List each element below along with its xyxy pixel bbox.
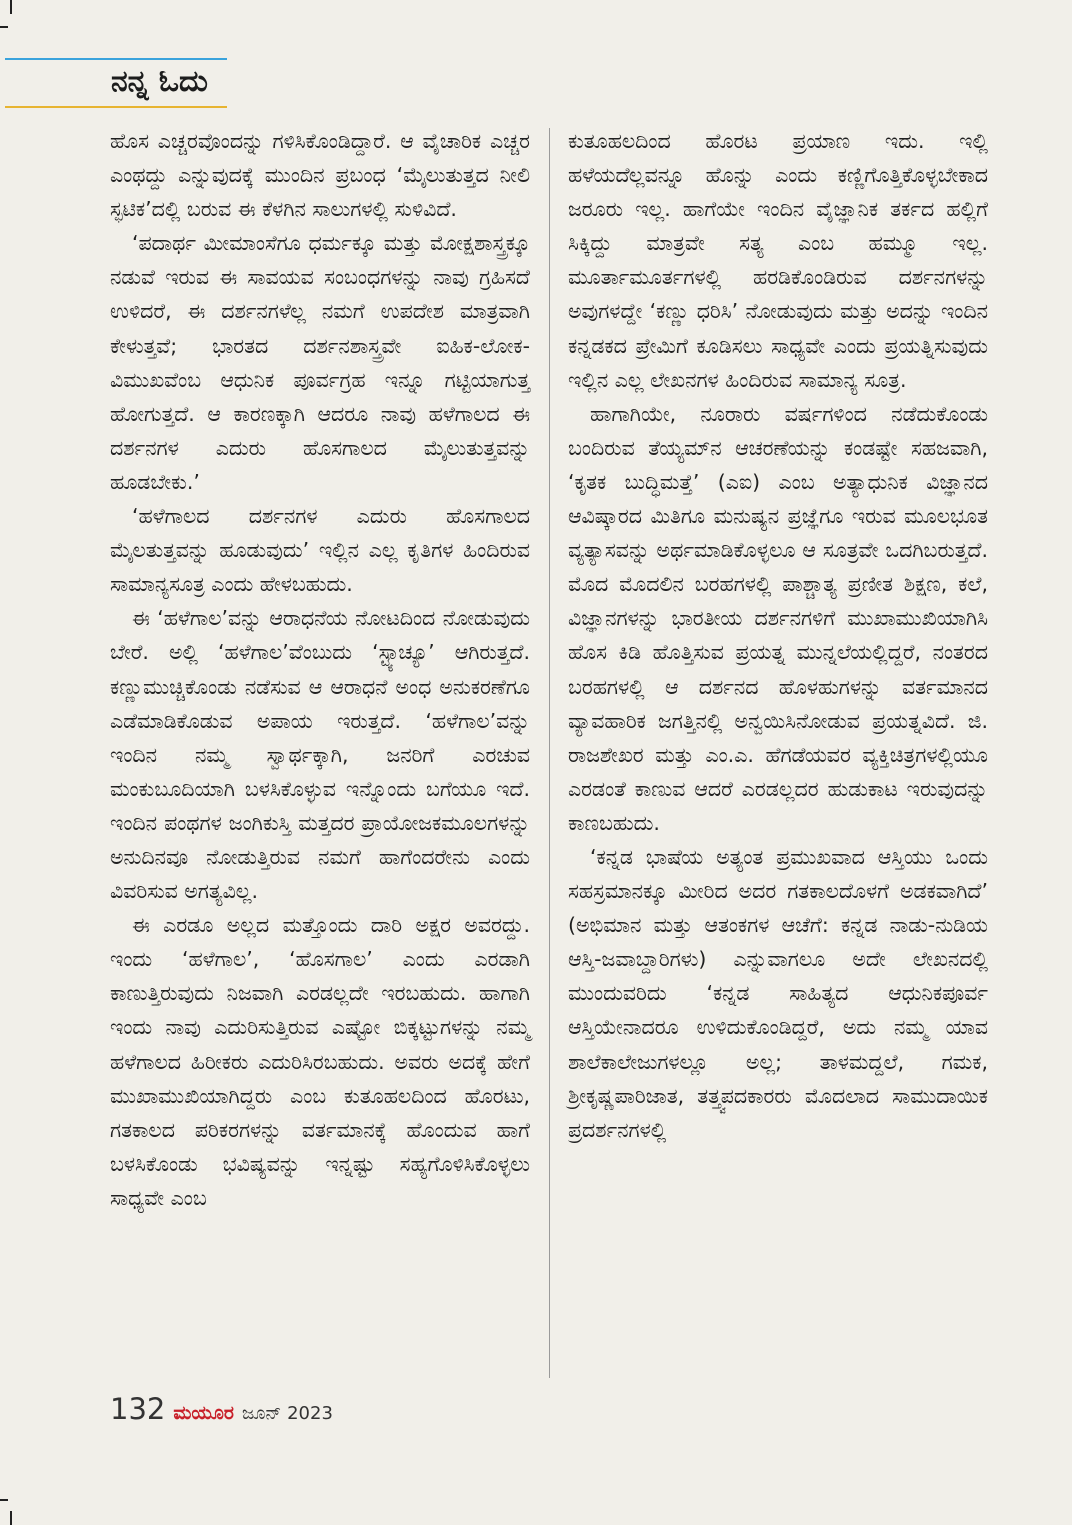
crop-mark-top-left xyxy=(0,26,8,28)
crop-mark-top xyxy=(10,0,12,14)
header-rule-yellow xyxy=(5,106,227,108)
paragraph: ಹಾಗಾಗಿಯೇ, ನೂರಾರು ವರ್ಷಗಳಿಂದ ನಡೆದುಕೊಂಡು ಬಂದಿರುವ ತೆಯ್ಯಮ್‌ನ ಆಚರಣೆಯನ್ನು ಕಂಡಷ್ಟೇ ಸಹಜವಾಗಿ, ‘ಕೃತಕ ಬುದ್ಧಿಮತ್ತೆ’ (ಎಐ) ಎಂಬ ಅತ್ಯಾಧುನಿಕ ವಿಜ್ಞಾನದ ಆವಿಷ್ಕಾರದ ಮಿತಿಗೂ ಮನುಷ್ಯನ ಪ್ರಜ್ಞೆಗೂ ಇರುವ ಮೂಲಭೂತ ವ್ಯತ್ಯಾಸವನ್ನು ಅರ್ಥಮಾಡಿಕೊಳ್ಳಲೂ ಆ ಸೂತ್ರವೇ ಒದಗಿಬರುತ್ತದೆ. ಮೊದ ಮೊದಲಿನ ಬರಹಗಳಲ್ಲಿ ಪಾಶ್ಚಾತ್ಯ ಪ್ರಣೀತ ಶಿಕ್ಷಣ, ಕಲೆ, ವಿಜ್ಞಾನಗಳನ್ನು ಭಾರತೀಯ ದರ್ಶನಗಳಿಗೆ ಮುಖಾಮುಖಿಯಾಗಿಸಿ ಹೊಸ ಕಿಡಿ ಹೊತ್ತಿಸುವ ಪ್ರಯತ್ನ ಮುನ್ನಲೆಯಲ್ಲಿದ್ದರೆ, ನಂತರದ ಬರಹಗಳಲ್ಲಿ ಆ ದರ್ಶನದ ಹೊಳಹುಗಳನ್ನು ವರ್ತಮಾನದ ವ್ಯಾವಹಾರಿಕ ಜಗತ್ತಿನಲ್ಲಿ ಅನ್ವಯಿಸಿನೋಡುವ ಪ್ರಯತ್ನವಿದೆ. ಜಿ. ರಾಜಶೇಖರ ಮತ್ತು ಎಂ.ಎ. ಹೆಗಡೆಯವರ ವ್ಯಕ್ತಿಚಿತ್ರಗಳಲ್ಲಿಯೂ ಎರಡಂತೆ ಕಾಣುವ ಆದರೆ ಎರಡಲ್ಲದರ ಹುಡುಕಾಟ ಇರುವುದನ್ನು ಕಾಣಬಹುದು. xyxy=(568,401,988,835)
paragraph: ಕುತೂಹಲದಿಂದ ಹೊರಟ ಪ್ರಯಾಣ ಇದು. ಇಲ್ಲಿ ಹಳೆಯದೆಲ್ಲವನ್ನೂ ಹೊನ್ನು ಎಂದು ಕಣ್ಣಿಗೊತ್ತಿಕೊಳ್ಳಬೇಕಾದ ಜರೂರು ಇಲ್ಲ. ಹಾಗೆಯೇ ಇಂದಿನ ವೈಜ್ಞಾನಿಕ ತರ್ಕದ ಹಲ್ಲಿಗೆ ಸಿಕ್ಕಿದ್ದು ಮಾತ್ರವೇ ಸತ್ಯ ಎಂಬ ಹಮ್ಮೂ ಇಲ್ಲ. ಮೂರ್ತಾಮೂರ್ತಗಳಲ್ಲಿ ಹರಡಿಕೊಂಡಿರುವ ದರ್ಶನಗಳನ್ನು ಅವುಗಳದ್ದೇ ‘ಕಣ್ಣು ಧರಿಸಿ’ ನೋಡುವುದು ಮತ್ತು ಅದನ್ನು ಇಂದಿನ ಕನ್ನಡಕದ ಪ್ರೇಮಿಗೆ ಕೂಡಿಸಲು ಸಾಧ್ಯವೇ ಎಂದು ಪ್ರಯತ್ನಿಸುವುದು ಇಲ್ಲಿನ ಎಲ್ಲ ಲೇಖನಗಳ ಹಿಂದಿರುವ ಸಾಮಾನ್ಯ ಸೂತ್ರ. xyxy=(568,129,988,392)
header-rule-blue xyxy=(5,58,227,60)
section-header xyxy=(5,58,227,108)
quote-paragraph: ‘ಪದಾರ್ಥ ಮೀಮಾಂಸೆಗೂ ಧರ್ಮಕ್ಕೂ ಮತ್ತು ಮೋಕ್ಷಶಾಸ್ತ್ರಕ್ಕೂ ನಡುವೆ ಇರುವ ಈ ಸಾವಯವ ಸಂಬಂಧಗಳನ್ನು ನಾವು ಗ್ರಹಿಸದೆ ಉಳಿದರೆ, ಈ ದರ್ಶನಗಳೆಲ್ಲ ನಮಗೆ ಉಪದೇಶ ಮಾತ್ರವಾಗಿ ಕೇಳುತ್ತವೆ; ಭಾರತದ ದರ್ಶನಶಾಸ್ತ್ರವೇ ಐಹಿಕ-ಲೋಕ-ವಿಮುಖವೆಂಬ ಆಧುನಿಕ ಪೂರ್ವಗ್ರಹ ಇನ್ನೂ ಗಟ್ಟಿಯಾಗುತ್ತ ಹೋಗುತ್ತದೆ. ಆ ಕಾರಣಕ್ಕಾಗಿ ಆದರೂ ನಾವು ಹಳೆಗಾಲದ ಈ ದರ್ಶನಗಳ ಎದುರು ಹೊಸಗಾಲದ ಮೈಲುತುತ್ತವನ್ನು ಹೂಡಬೇಕು.’ xyxy=(110,231,530,494)
paragraph: ‘ಹಳೆಗಾಲದ ದರ್ಶನಗಳ ಎದುರು ಹೊಸಗಾಲದ ಮೈಲತುತ್ತವನ್ನು ಹೂಡುವುದು’ ಇಲ್ಲಿನ ಎಲ್ಲ ಕೃತಿಗಳ ಹಿಂದಿರುವ ಸಾಮಾನ್ಯಸೂತ್ರ ಎಂದು ಹೇಳಬಹುದು. xyxy=(110,504,530,597)
paragraph: ಈ ‘ಹಳೆಗಾಲ’ವನ್ನು ಆರಾಧನೆಯ ನೋಟದಿಂದ ನೋಡುವುದು ಬೇರೆ. ಅಲ್ಲಿ ‘ಹಳೆಗಾಲ’ವೆಂಬುದು ‘ಸ್ಟ್ಯಾಚ್ಯೂ’ ಆಗಿರುತ್ತದೆ. ಕಣ್ಣುಮುಚ್ಚಿಕೊಂಡು ನಡೆಸುವ ಆ ಆರಾಧನೆ ಅಂಧ ಅನುಕರಣೆಗೂ ಎಡೆಮಾಡಿಕೊಡುವ ಅಪಾಯ ಇರುತ್ತದೆ. ‘ಹಳೆಗಾಲ’ವನ್ನು ಇಂದಿನ ನಮ್ಮ ಸ್ವಾರ್ಥಕ್ಕಾಗಿ, ಜನರಿಗೆ ಎರಚುವ ಮಂಕುಬೂದಿಯಾಗಿ ಬಳಸಿಕೊಳ್ಳುವ ಇನ್ನೊಂದು ಬಗೆಯೂ ಇದೆ. ಇಂದಿನ ಪಂಥಗಳ ಜಂಗಿಕುಸ್ತಿ ಮತ್ತದರ ಪ್ರಾಯೋಜಕಮೂಲಗಳನ್ನು ಅನುದಿನವೂ ನೋಡುತ್ತಿರುವ ನಮಗೆ ಹಾಗೆಂದರೇನು ಎಂದು ವಿವರಿಸುವ ಅಗತ್ಯವಿಲ್ಲ. xyxy=(110,606,530,904)
page-number: 132 xyxy=(110,1392,166,1426)
column-divider xyxy=(549,128,550,1378)
crop-mark-bottom-left xyxy=(0,1499,8,1501)
right-column xyxy=(568,124,988,1147)
crop-mark-bottom xyxy=(10,1511,12,1525)
paragraph: ಹೊಸ ಎಚ್ಚರವೊಂದನ್ನು ಗಳಿಸಿಕೊಂಡಿದ್ದಾರೆ. ಆ ವೈಚಾರಿಕ ಎಚ್ಚರ ಎಂಥದ್ದು ಎನ್ನುವುದಕ್ಕೆ ಮುಂದಿನ ಪ್ರಬಂಧ ‘ಮೈಲುತುತ್ತದ ನೀಲಿ ಸ್ಫಟಿಕ’ದಲ್ಲಿ ಬರುವ ಈ ಕೆಳಗಿನ ಸಾಲುಗಳಲ್ಲಿ ಸುಳಿವಿದೆ. xyxy=(110,129,530,222)
section-title: ನನ್ನ ಓದು xyxy=(111,64,208,99)
issue-date: ಜೂನ್ 2023 xyxy=(241,1403,333,1424)
paragraph: ‘ಕನ್ನಡ ಭಾಷೆಯ ಅತ್ಯಂತ ಪ್ರಮುಖವಾದ ಆಸ್ತಿಯು ಒಂದು ಸಹಸ್ರಮಾನಕ್ಕೂ ಮೀರಿದ ಅದರ ಗತಕಾಲದೊಳಗೆ ಅಡಕವಾಗಿದೆ’ (ಅಭಿಮಾನ ಮತ್ತು ಆತಂಕಗಳ ಆಚೆಗೆ: ಕನ್ನಡ ನಾಡು-ನುಡಿಯ ಆಸ್ತಿ-ಜವಾಬ್ದಾರಿಗಳು) ಎನ್ನುವಾಗಲೂ ಅದೇ ಲೇಖನದಲ್ಲಿ ಮುಂದುವರಿದು ‘ಕನ್ನಡ ಸಾಹಿತ್ಯದ ಆಧುನಿಕಪೂರ್ವ ಆಸ್ತಿಯೇನಾದರೂ ಉಳಿದುಕೊಂಡಿದ್ದರೆ, ಅದು ನಮ್ಮ ಯಾವ ಶಾಲೆಕಾಲೇಜುಗಳಲ್ಲೂ ಅಲ್ಲ; ತಾಳಮದ್ದಲೆ, ಗಮಕ, ಶ್ರೀಕೃಷ್ಣಪಾರಿಜಾತ, ತತ್ತ್ವಪದಕಾರರು ಮೊದಲಾದ ಸಾಮುದಾಯಿಕ ಪ್ರದರ್ಶನಗಳಲ್ಲಿ xyxy=(568,844,988,1142)
page-footer xyxy=(110,1392,333,1432)
magazine-logo: ಮಯೂರ xyxy=(173,1402,234,1424)
paragraph: ಈ ಎರಡೂ ಅಲ್ಲದ ಮತ್ತೊಂದು ದಾರಿ ಅಕ್ಷರ ಅವರದ್ದು. ಇಂದು ‘ಹಳೆಗಾಲ’, ‘ಹೊಸಗಾಲ’ ಎಂದು ಎರಡಾಗಿ ಕಾಣುತ್ತಿರುವುದು ನಿಜವಾಗಿ ಎರಡಲ್ಲದೇ ಇರಬಹುದು. ಹಾಗಾಗಿ ಇಂದು ನಾವು ಎದುರಿಸುತ್ತಿರುವ ಎಷ್ಟೋ ಬಿಕ್ಕಟ್ಟುಗಳನ್ನು ನಮ್ಮ ಹಳೆಗಾಲದ ಹಿರೀಕರು ಎದುರಿಸಿರಬಹುದು. ಅವರು ಅದಕ್ಕೆ ಹೇಗೆ ಮುಖಾಮುಖಿಯಾಗಿದ್ದರು ಎಂಬ ಕುತೂಹಲದಿಂದ ಹೊರಟು, ಗತಕಾಲದ ಪರಿಕರಗಳನ್ನು ವರ್ತಮಾನಕ್ಕೆ ಹೊಂದುವ ಹಾಗೆ ಬಳಸಿಕೊಂಡು ಭವಿಷ್ಯವನ್ನು ಇನ್ನಷ್ಟು ಸಹ್ಯಗೊಳಿಸಿಕೊಳ್ಳಲು ಸಾಧ್ಯವೇ ಎಂಬ xyxy=(110,913,530,1210)
left-column xyxy=(110,124,530,1215)
